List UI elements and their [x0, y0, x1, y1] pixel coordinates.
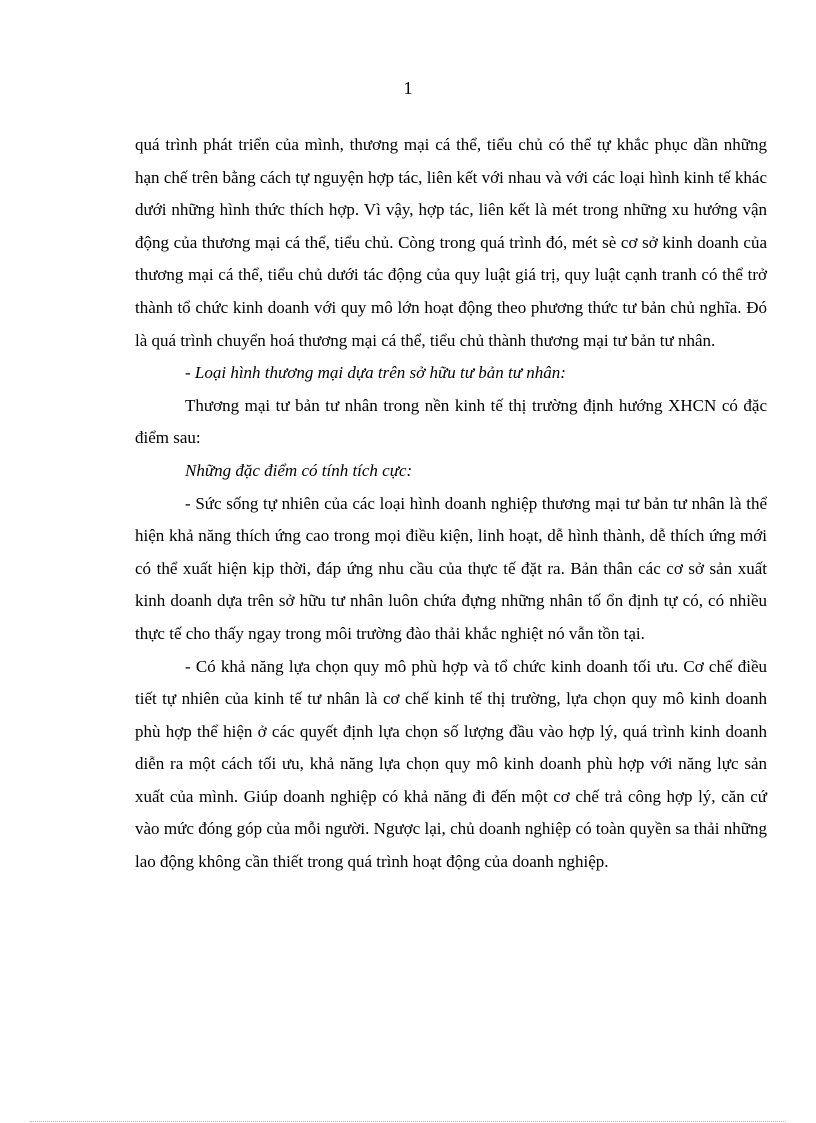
paragraph-continuation: quá trình phát triển của mình, thương mại cá thể, tiểu chủ có thể tự khắc phục dần những hạn chế trên bằng cách tự nguyện hợp tác, liên kết với nhau và với các loại hình kinh tế khác dưới những hình thức thích hợp. Vì vậy, hợp tác, liên kết là mét trong những xu hướng vận động của thương mại cá thể, tiểu chủ. Còng trong quá trình đó, mét sè cơ sở kinh doanh của thương mại cá thể, tiểu chủ dưới tác động của quy luật giá trị, quy luật cạnh tranh có thể trở thành tổ chức kinh doanh với quy mô lớn hoạt động theo phương thức tư bản chủ nghĩa. Đó là quá trình chuyển hoá thương mại cá thể, tiểu chủ thành thương mại tư bản tư nhân.: [135, 135, 767, 350]
page-number: 1: [403, 78, 413, 98]
paragraph-vitality: - Sức sống tự nhiên của các loại hình doanh nghiệp thương mại tư bản tư nhân là thể hiện khả năng thích ứng cao trong mọi điều kiện, linh hoạt, dễ hình thành, dễ thích ứng mới có thể xuất hiện kịp thời, đáp ứng nhu cầu của thực tế đặt ra. Bản thân các cơ sở sản xuất kinh doanh dựa trên sở hữu tư nhân luôn chứa đựng những nhân tố ổn định tự có, có nhiều thực tế cho thấy ngay trong môi trường đào thải khắc nghiệt nó vẫn tồn tại.: [135, 493, 767, 643]
section-heading-private-capital: - Loại hình thương mại dựa trên sở hữu tư bản tư nhân:: [185, 363, 566, 383]
document-body: [135, 129, 767, 879]
paragraph-intro: Thương mại tư bản tư nhân trong nền kinh tế thị trường định hướng XHCN có đặc điểm sau:: [135, 395, 767, 448]
paragraph-scale-choice: - Có khả năng lựa chọn quy mô phù hợp và tổ chức kinh doanh tối ưu. Cơ chế điều tiết tự nhiên của kinh tế tư nhân là cơ chế kinh tế thị trường, lựa chọn quy mô kinh doanh phù hợp thể hiện ở các quyết định lựa chọn số lượng đầu vào hợp lý, quá trình kinh doanh diễn ra một cách tối ưu, khả năng lựa chọn quy mô kinh doanh phù hợp với năng lực sản xuất của mình. Giúp doanh nghiệp có khả năng đi đến một cơ chế trả công hợp lý, căn cứ vào mức đóng góp của mỗi người. Ngược lại, chủ doanh nghiệp có toàn quyền sa thải những lao động không cần thiết trong quá trình hoạt động của doanh nghiệp.: [135, 656, 767, 872]
page-bottom-divider: [30, 1121, 786, 1122]
subheading-positive-features: Những đặc điểm có tính tích cực:: [185, 460, 413, 480]
